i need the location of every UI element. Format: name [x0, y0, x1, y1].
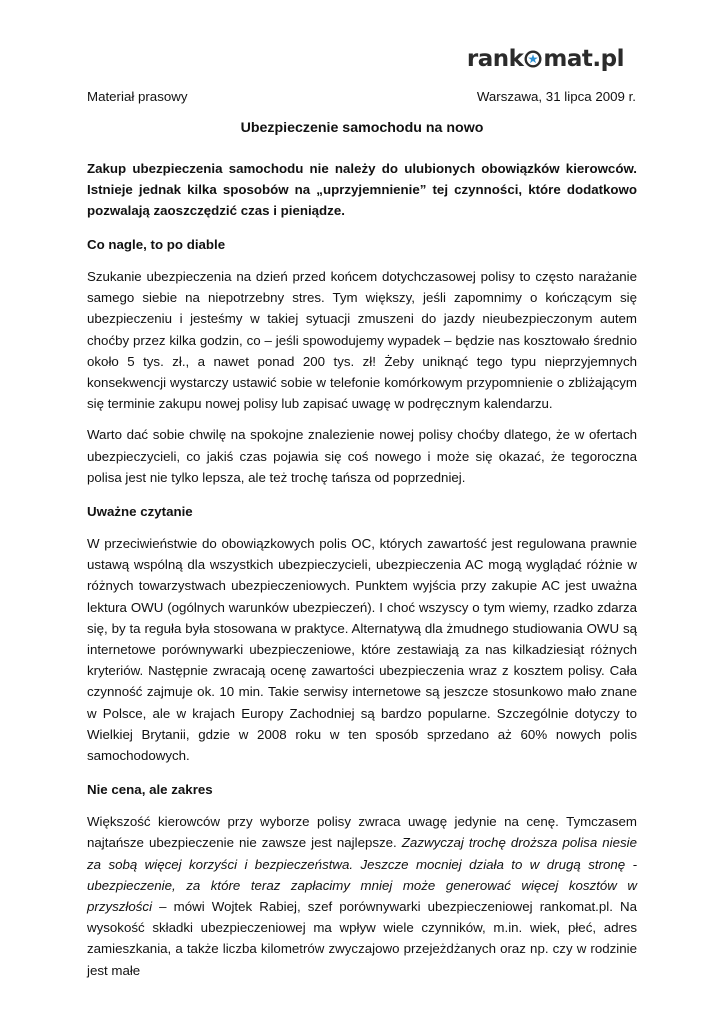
quote-text: Zazwyczaj trochę droższa polisa niesie za sobą więcej korzyści i bezpieczeństwa. Jeszcze mocniej działa to w drugą stronę - ubezpieczenie, za które teraz zapłacimy mniej może generować więcej kosztów w przyszłości: [87, 835, 637, 915]
paragraph-text: – mówi Wojtek Rabiej, szef porównywarki ubezpieczeniowej rankomat.pl. Na wysokość składki ubezpieczeniowej ma wpływ wiele czynników, m.in. wiek, płeć, adres zamieszkania, a także liczba kilometrów zwyczajowo przejeżdżanych oraz np. czy w rodzinie jest małe: [87, 899, 637, 978]
article-lead: Zakup ubezpieczenia samochodu nie należy do ulubionych obowiązków kierowców. Istnieje jednak kilka sposobów na „uprzyjemnienie” tej czynności, które dodatkowo pozwalają zaoszczędzić czas i pieniądze.: [87, 161, 637, 218]
place-date: Warszawa, 31 lipca 2009 r.: [476, 89, 636, 104]
article: [87, 120, 637, 991]
paragraph: Szukanie ubezpieczenia na dzień przed końcem dotychczasowej polisy to często narażanie samego siebie na niepotrzebny stres. Tym większy, jeśli zapomnimy o kończącym się ubezpieczeniu i jesteśmy w takiej sytuacji zmuszeni do jazdy nieubezpieczonym autem choćby przez kilka godzin, co – jeśli spowodujemy wypadek – będzie nas kosztowało średnio około 5 tys. zł., a nawet ponad 200 tys. zł! Żeby uniknąć tego typu nieprzyjemnych konsekwencji wystarczy ustawić sobie w telefonie komórkowym przypomnienie o zbliżającym się terminie zakupu nowej polisy lub zapisać uwagę w podręcznym kalendarzu.: [87, 269, 637, 412]
logo-text-left: rank: [466, 46, 524, 72]
logo-text-right: mat.pl: [543, 46, 624, 72]
section-heading-co-nagle: Co nagle, to po diable: [87, 237, 226, 252]
article-title: Ubezpieczenie samochodu na nowo: [240, 120, 484, 136]
section-heading-nie-cena: Nie cena, ale zakres: [87, 782, 213, 798]
section-heading-uwazne-czytanie: Uważne czytanie: [87, 504, 193, 520]
paragraph-text: Większość kierowców przy wyborze polisy zwraca uwagę jedynie na cenę. Tymczasem najtańsze ubezpieczenie nie zawsze jest najlepsze.: [87, 814, 637, 851]
rankomat-logo: [467, 46, 624, 72]
press-material-label: Materiał prasowy: [87, 89, 188, 104]
paragraph: W przeciwieństwie do obowiązkowych polis OC, których zawartość jest regulowana prawnie ustawą wspólną dla wszystkich ubezpieczycieli, ubezpieczenia AC mogą wyglądać różnie w różnych towarzystwach ubezpieczeniowych. Punktem wyjścia przy zakupie AC jest uważna lektura OWU (ogólnych warunków ubezpieczeń). I choć wszyscy o tym wiemy, rzadko zdarza się, by ta reguła była stosowana w praktyce. Alternatywą dla żmudnego studiowania OWU są internetowe porównywarki ubezpieczeniowe, które zestawiają za nas kilkadziesiąt różnych kryteriów. Następnie zwracają ocenę zawartości ubezpieczenia wraz z kosztem polisy. Cała czynność zajmuje ok. 10 min. Takie serwisy internetowe są jeszcze stosunkowo mało znane w Polsce, ale w krajach Europy Zachodniej są bardzo popularne. Szczególnie dotyczy to Wielkiej Brytanii, gdzie w 2008 roku w ten sposób sprzedano aż 60% nowych polis samochodowych.: [87, 536, 637, 764]
paragraph: Warto dać sobie chwilę na spokojne znalezienie nowej polisy choćby dlatego, że w ofertach ubezpieczycieli, co jakiś czas pojawia się coś nowego i może się okazać, że tegoroczna polisa jest nie tylko lepsza, ale też trochę tańsza od poprzedniej.: [87, 427, 637, 485]
star-o-icon: [524, 50, 542, 68]
document-header: [87, 89, 636, 104]
paragraph-with-quote: [87, 811, 637, 981]
